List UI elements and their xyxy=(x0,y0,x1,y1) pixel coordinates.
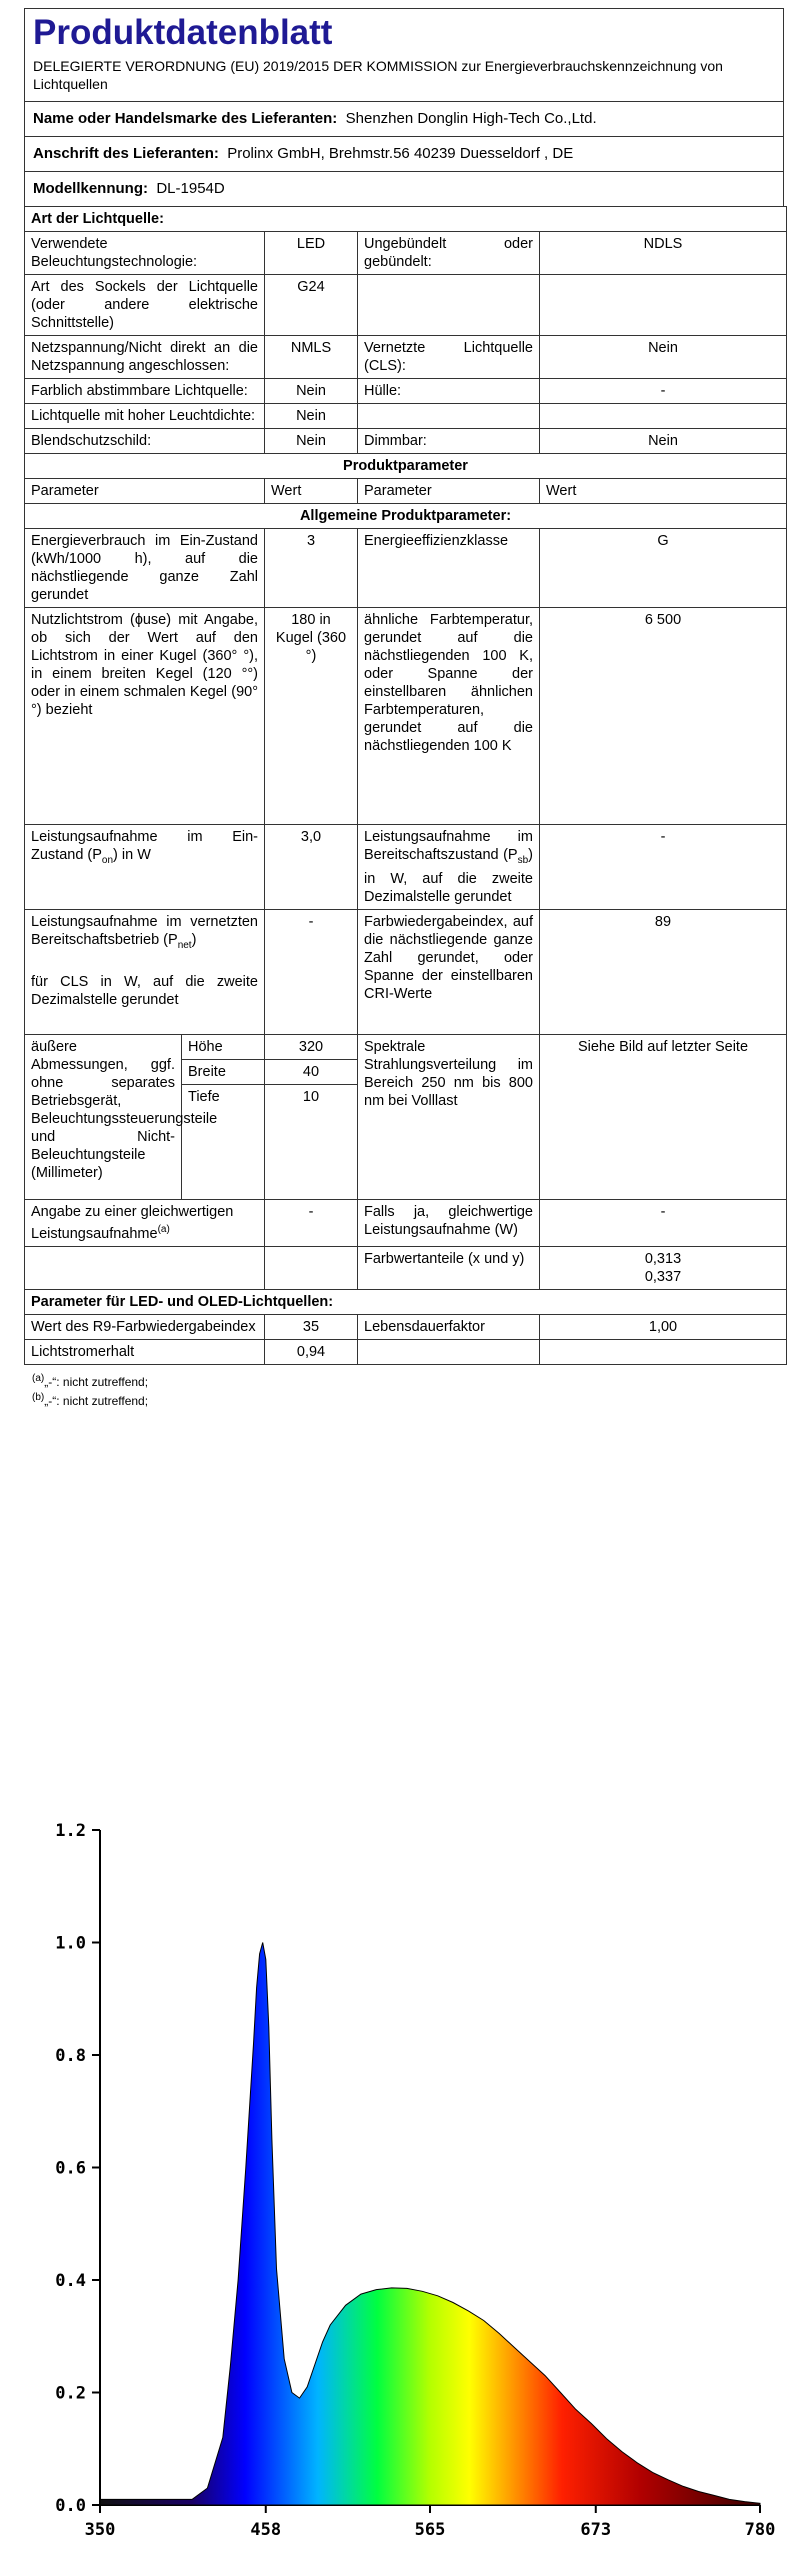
x-tick-label-1: 458 xyxy=(250,2520,282,2540)
footnote-a: $^{(a)}$„-“: nicht zutreffend; xyxy=(32,1372,149,1389)
footnote-b: $^{(b)}$„-“: nicht zutreffend; xyxy=(32,1391,149,1408)
pon-label: Leistungsaufnahme im Ein-Zustand $(P_{on})$ in W xyxy=(25,825,265,910)
anti-glare-value: Nein xyxy=(265,429,358,454)
envelope-label: Hülle: xyxy=(358,379,540,404)
address-value: Prolinx GmbH, Brehmstr.56 40239 Duesseldorf , DE xyxy=(227,145,574,162)
envelope-value: - xyxy=(540,379,787,404)
page-title: Produktdatenblatt xyxy=(33,13,333,52)
r9-value: 35 xyxy=(265,1314,358,1339)
led-params-header: Parameter für LED- und OLED-Lichtquellen: xyxy=(25,1289,787,1314)
width-value: 40 xyxy=(265,1059,358,1084)
model-value: DL-1954D xyxy=(156,180,225,197)
col-value-2: Wert xyxy=(540,479,787,504)
model-row xyxy=(24,171,784,206)
supplier-row xyxy=(24,101,784,136)
anti-glare-label: Blendschutzschild: xyxy=(25,429,265,454)
pnet-label: Leistungsaufnahme im vernetzten Bereitschaftsbetrieb $(P_{net})$ für CLS in W, auf die zweite Dezimalstelle gerundet xyxy=(25,909,265,1034)
cri-label: Farbwiedergabeindex, auf die nächstliegende ganze Zahl gerundet, oder Spanne der einstellbaren CRI-Werte xyxy=(358,909,540,1034)
survival-value: 1,00 xyxy=(540,1314,787,1339)
high-luminance-value: Nein xyxy=(265,404,358,429)
depth-label: Tiefe xyxy=(182,1084,265,1199)
high-luminance-label: Lichtquelle mit hoher Leuchtdichte: xyxy=(25,404,265,429)
spd-label: Spektrale Strahlungsverteilung im Bereich 250 nm bis 800 nm bei Volllast xyxy=(358,1034,540,1199)
supplier-label: Name oder Handelsmarke des Lieferanten: xyxy=(33,110,338,127)
supplier-value: Shenzhen Donglin High-Tech Co.,Ltd. xyxy=(345,110,597,127)
width-label: Breite xyxy=(182,1059,265,1084)
cls-label: Vernetzte Lichtquelle (CLS): xyxy=(358,336,540,379)
focus-label: Ungebündelt oder gebündelt: xyxy=(358,232,540,275)
cri-value: 89 xyxy=(540,909,787,1034)
product-params-header: Produktparameter xyxy=(25,454,787,479)
spectrum-svg xyxy=(0,1800,801,2560)
y-tick-label-6: 1.2 xyxy=(55,1821,86,1841)
general-params-header: Allgemeine Produktparameter: xyxy=(25,504,787,529)
header-box xyxy=(24,8,784,101)
chroma-label: Farbwertanteile (x und y) xyxy=(358,1246,540,1289)
psb-label: Leistungsaufnahme im Bereitschaftszustand $(P_{sb})$ in W, auf die zweite Dezimalstelle gerundet xyxy=(358,825,540,910)
parameter-table xyxy=(24,206,787,1365)
color-tunable-value: Nein xyxy=(265,379,358,404)
chroma-value: 0,313 0,337 xyxy=(540,1246,787,1289)
color-tunable-label: Farblich abstimmbare Lichtquelle: xyxy=(25,379,265,404)
survival-label: Lebensdauerfaktor xyxy=(358,1314,540,1339)
dimmable-value: Nein xyxy=(540,429,787,454)
y-tick-label-2: 0.4 xyxy=(55,2271,86,2291)
cct-label: ähnliche Farbtemperatur, gerundet auf die nächstliegenden 100 K, oder Spanne der einstellbaren ähnlichen Farbtemperaturen, gerundet auf die nächstliegenden 100 K xyxy=(358,608,540,825)
lumen-value: 0,94 xyxy=(265,1339,358,1364)
cap-value: G24 xyxy=(265,275,358,336)
spectrum-area xyxy=(100,1943,760,2506)
pon-value: 3,0 xyxy=(265,825,358,910)
cct-value: 6 500 xyxy=(540,608,787,825)
light-source-header: Art der Lichtquelle: xyxy=(25,207,787,232)
dimmable-label: Dimmbar: xyxy=(358,429,540,454)
height-label: Höhe xyxy=(182,1034,265,1059)
cls-value: Nein xyxy=(540,336,787,379)
col-param-1: Parameter xyxy=(25,479,265,504)
col-param-2: Parameter xyxy=(358,479,540,504)
energy-label: Energieverbrauch im Ein-Zustand (kWh/1000 h), auf die nächstliegende ganze Zahl gerundet xyxy=(25,529,265,608)
eeclass-value: G xyxy=(540,529,787,608)
y-tick-label-0: 0.0 xyxy=(55,2496,86,2516)
y-tick-label-4: 0.8 xyxy=(55,2046,86,2066)
y-tick-label-3: 0.6 xyxy=(55,2158,86,2179)
datasheet xyxy=(24,8,784,1409)
psb-value: - xyxy=(540,825,787,910)
eeclass-label: Energieeffizienzklasse xyxy=(358,529,540,608)
height-value: 320 xyxy=(265,1034,358,1059)
footnotes xyxy=(24,1365,784,1409)
mains-label: Netzspannung/Nicht direkt an die Netzspannung angeschlossen: xyxy=(25,336,265,379)
tech-value: LED xyxy=(265,232,358,275)
y-tick-label-1: 0.2 xyxy=(55,2383,86,2404)
x-tick-label-2: 565 xyxy=(414,2520,446,2540)
model-label: Modellkennung: xyxy=(33,180,148,197)
equiv-value: - xyxy=(265,1199,358,1246)
spectrum-chart xyxy=(0,1800,801,2560)
y-tick-label-5: 1.0 xyxy=(55,1933,86,1954)
focus-value: NDLS xyxy=(540,232,787,275)
energy-value: 3 xyxy=(265,529,358,608)
cap-label: Art des Sockels der Lichtquelle (oder andere elektrische Schnittstelle) xyxy=(25,275,265,336)
x-tick-label-0: 350 xyxy=(84,2520,116,2540)
mains-value: NMLS xyxy=(265,336,358,379)
equiv-yes-label: Falls ja, gleichwertige Leistungsaufnahme (W) xyxy=(358,1199,540,1246)
address-row xyxy=(24,136,784,171)
r9-label: Wert des R9-Farbwiedergabeindex xyxy=(25,1314,265,1339)
flux-label: Nutzlichtstrom (ɸuse) mit Angabe, ob sich der Wert auf den Lichtstrom in einer Kugel (360° °), in einem breiten Kegel (120 °°) oder in einem schmalen Kegel (90° °) bezieht xyxy=(25,608,265,825)
pnet-value: - xyxy=(265,909,358,1034)
dimensions-label: äußere Abmessungen, ggf. ohne separates Betriebsgerät, Beleuchtungssteuerungsteile und Nicht-Beleuchtungsteile (Millimeter) xyxy=(25,1034,182,1199)
equiv-label: Angabe zu einer gleichwertigen Leistungsaufnahme$^{(a)}$ xyxy=(25,1199,265,1246)
flux-value: 180 in Kugel (360 °) xyxy=(265,608,358,825)
depth-value: 10 xyxy=(265,1084,358,1199)
x-tick-label-4: 780 xyxy=(744,2520,776,2540)
address-label: Anschrift des Lieferanten: xyxy=(33,145,219,162)
equiv-yes-value: - xyxy=(540,1199,787,1246)
lumen-label: Lichtstromerhalt xyxy=(25,1339,265,1364)
x-tick-label-3: 673 xyxy=(580,2520,612,2540)
col-value-1: Wert xyxy=(265,479,358,504)
regulation-subtitle: DELEGIERTE VERORDNUNG (EU) 2019/2015 DER KOMMISSION zur Energieverbrauchskennzeichnung von Lichtquellen xyxy=(33,58,723,92)
tech-label: Verwendete Beleuchtungstechnologie: xyxy=(25,232,265,275)
spd-value: Siehe Bild auf letzter Seite xyxy=(540,1034,787,1199)
